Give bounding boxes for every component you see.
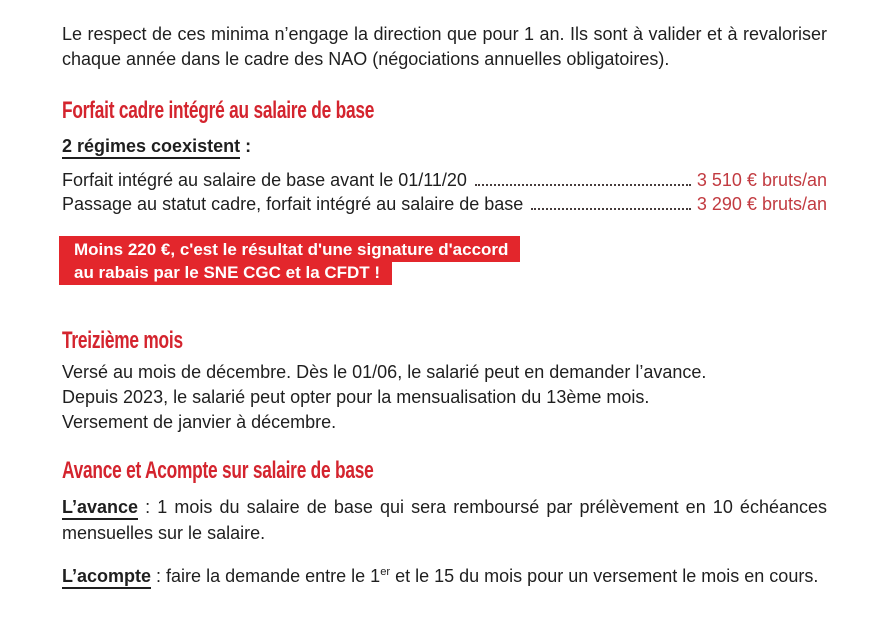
section-heading-treizieme xyxy=(62,327,827,354)
rate-rows xyxy=(62,168,827,216)
section-heading-treizieme-text: Treizième mois xyxy=(62,327,183,354)
avance-separator: : xyxy=(138,497,158,517)
treizieme-body xyxy=(62,360,827,435)
body-line: Versement de janvier à décembre. xyxy=(62,412,337,432)
section-heading-forfait-text: Forfait cadre intégré au salaire de base xyxy=(62,97,375,124)
avance-label: L’avance xyxy=(62,497,138,520)
subheading-regimes xyxy=(62,134,827,158)
highlight-box xyxy=(59,236,827,285)
highlight-line-2: au rabais par le SNE CGC et la CFDT ! xyxy=(59,262,392,285)
section-heading-avance-acompte-text: Avance et Acompte sur salaire de base xyxy=(62,457,374,484)
body-line: Depuis 2023, le salarié peut opter pour la mensualisation du 13ème mois. xyxy=(62,387,650,407)
superscript-er: er xyxy=(380,566,391,578)
rate-label: Passage au statut cadre, forfait intégré au salaire de base xyxy=(62,194,524,214)
acompte-text-after: et le 15 du mois pour un versement le mois en cours. xyxy=(390,566,819,586)
acompte-text-before: faire la demande entre le 1 xyxy=(166,566,381,586)
acompte-paragraph xyxy=(62,563,827,589)
acompte-separator: : xyxy=(151,566,167,586)
leader-dots xyxy=(531,208,691,210)
rate-value: 3 510 € bruts/an xyxy=(696,170,827,190)
leader-dots xyxy=(475,184,691,186)
avance-text: 1 mois du salaire de base qui sera remboursé par prélèvement en 10 échéances mensuelles sur le salaire. xyxy=(62,497,827,543)
rate-row-forfait-integre xyxy=(62,168,827,192)
highlight-line-1: Moins 220 €, c'est le résultat d'une signature d'accord xyxy=(59,236,520,262)
section-heading-forfait xyxy=(62,97,827,124)
body-line: Versé au mois de décembre. Dès le 01/06, le salarié peut en demander l’avance. xyxy=(62,362,707,382)
intro-paragraph: Le respect de ces minima n’engage la direction que pour 1 an. Ils sont à valider et à revaloriser chaque année dans le cadre des NAO (négociations annuelles obligatoires). xyxy=(62,24,827,69)
subheading-regimes-colon: : xyxy=(240,136,252,156)
rate-value: 3 290 € bruts/an xyxy=(696,194,827,214)
avance-paragraph xyxy=(62,494,827,546)
acompte-label: L’acompte xyxy=(62,566,151,589)
rate-row-passage-statut xyxy=(62,192,827,216)
section-heading-avance-acompte xyxy=(62,457,827,484)
subheading-regimes-text: 2 régimes coexistent xyxy=(62,136,240,159)
rate-label: Forfait intégré au salaire de base avant le 01/11/20 xyxy=(62,170,467,190)
